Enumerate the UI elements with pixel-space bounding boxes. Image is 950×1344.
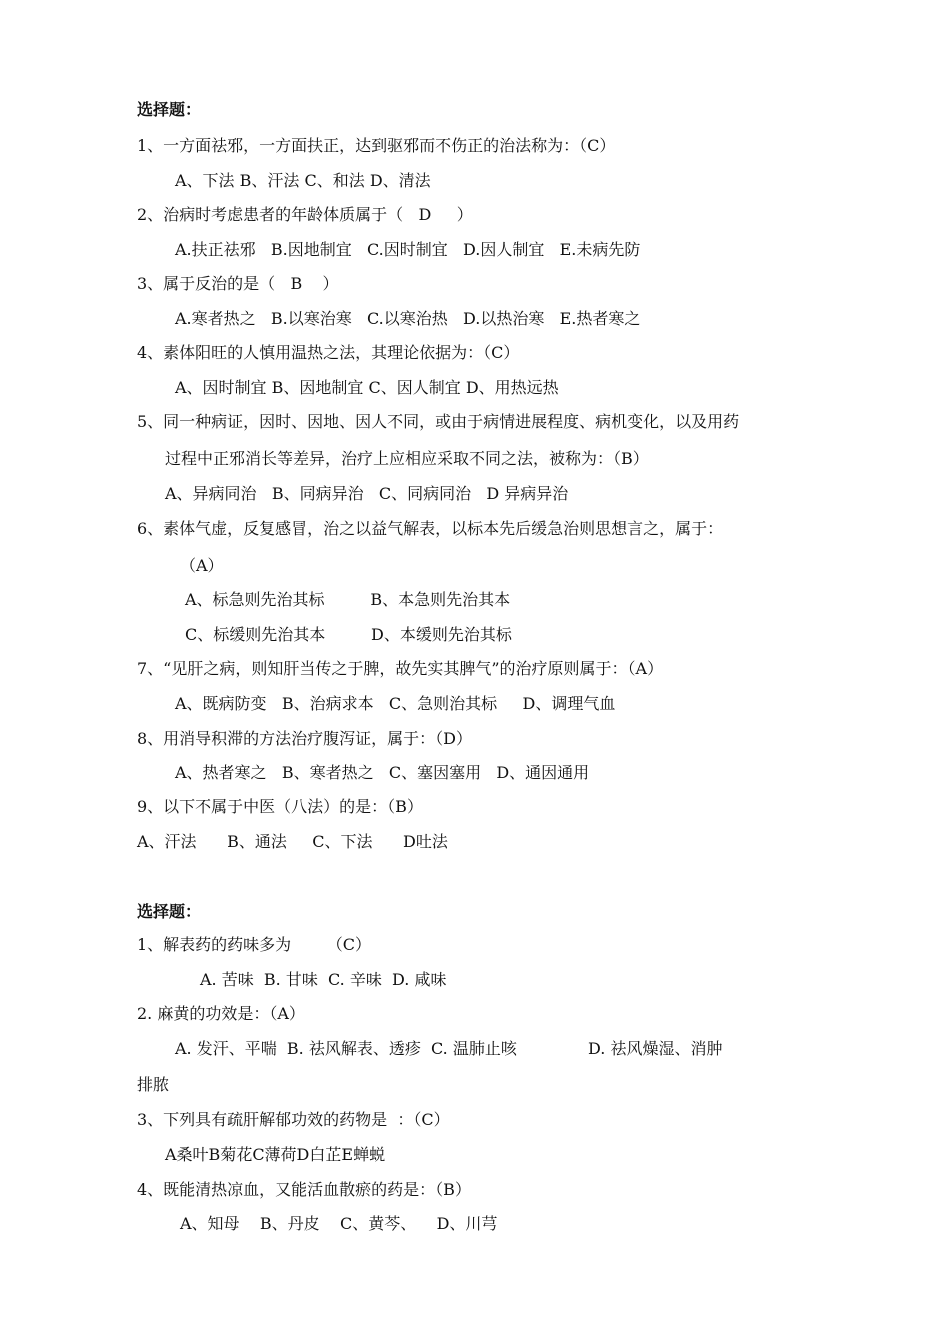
question-7: 7、“见肝之病，则知肝当传之于脾，故先实其脾气”的治疗原则属于：（A） bbox=[137, 659, 664, 678]
question-6: 6、素体气虚，反复感冒，治之以益气解表，以标本先后缓急治则思想言之，属于： bbox=[137, 519, 724, 538]
question-2: 2、治病时考虑患者的年龄体质属于（ D ） bbox=[137, 205, 473, 224]
question-3: 3、属于反治的是（ B ） bbox=[137, 274, 339, 293]
question-2-options: A.扶正祛邪 B.因地制宜 C.因时制宜 D.因人制宜 E.未病先防 bbox=[175, 240, 641, 259]
question-6-answer: （A） bbox=[180, 556, 224, 575]
question-7-options: A、既病防变 B、治病求本 C、急则治其标 D、调理气血 bbox=[175, 694, 616, 713]
question-9-options: A、汗法 B、通法 C、下法 D吐法 bbox=[137, 832, 448, 851]
pharm-question-1: 1、解表药的药味多为 （C） bbox=[137, 935, 372, 954]
section1-heading: 选择题： bbox=[137, 100, 202, 119]
question-5-continuation: 过程中正邪消长等差异，治疗上应相应采取不同之法，被称为：（B） bbox=[165, 449, 649, 468]
section2-heading: 选择题： bbox=[137, 902, 202, 921]
question-6-options-cd: C、标缓则先治其本 D、本缓则先治其标 bbox=[185, 625, 512, 644]
pharm-question-4-options: A、知母 B、丹皮 C、黄芩、 D、川芎 bbox=[180, 1214, 498, 1233]
question-6-options-ab: A、标急则先治其标 B、本急则先治其本 bbox=[185, 590, 511, 609]
question-4-options: A、因时制宜 B、因地制宜 C、因人制宜 D、用热远热 bbox=[175, 378, 559, 397]
question-3-options: A.寒者热之 B.以寒治寒 C.以寒治热 D.以热治寒 E.热者寒之 bbox=[175, 309, 641, 328]
pharm-question-2-continuation: 排脓 bbox=[137, 1075, 170, 1094]
question-1: 1、一方面祛邪，一方面扶正，达到驱邪而不伤正的治法称为：（C） bbox=[137, 136, 616, 155]
question-1-options: A、下法 B、汗法 C、和法 D、清法 bbox=[175, 171, 431, 190]
pharm-question-2-options: A. 发汗、平喘 B. 祛风解表、透疹 C. 温肺止咳 D. 祛风燥湿、消肿 bbox=[175, 1039, 723, 1058]
pharm-question-3-options: A桑叶B菊花C薄荷D白芷E蝉蜕 bbox=[165, 1145, 386, 1164]
question-8: 8、用消导积滞的方法治疗腹泻证，属于：（D） bbox=[137, 729, 473, 748]
question-4: 4、素体阳旺的人慎用温热之法，其理论依据为：（C） bbox=[137, 343, 520, 362]
pharm-question-1-options: A. 苦味 B. 甘味 C. 辛味 D. 咸味 bbox=[200, 970, 447, 989]
question-5-options: A、异病同治 B、同病异治 C、同病同治 D 异病异治 bbox=[165, 484, 569, 503]
pharm-question-2: 2. 麻黄的功效是：（A） bbox=[137, 1004, 305, 1023]
question-5: 5、同一种病证，因时、因地、因人不同，或由于病情进展程度、病机变化，以及用药 bbox=[137, 412, 740, 431]
question-9: 9、以下不属于中医（八法）的是：（B） bbox=[137, 797, 423, 816]
question-8-options: A、热者寒之 B、寒者热之 C、塞因塞用 D、通因通用 bbox=[175, 763, 590, 782]
pharm-question-3: 3、下列具有疏肝解郁功效的药物是 ：（C） bbox=[137, 1110, 450, 1129]
pharm-question-4: 4、既能清热凉血，又能活血散瘀的药是：（B） bbox=[137, 1180, 471, 1199]
